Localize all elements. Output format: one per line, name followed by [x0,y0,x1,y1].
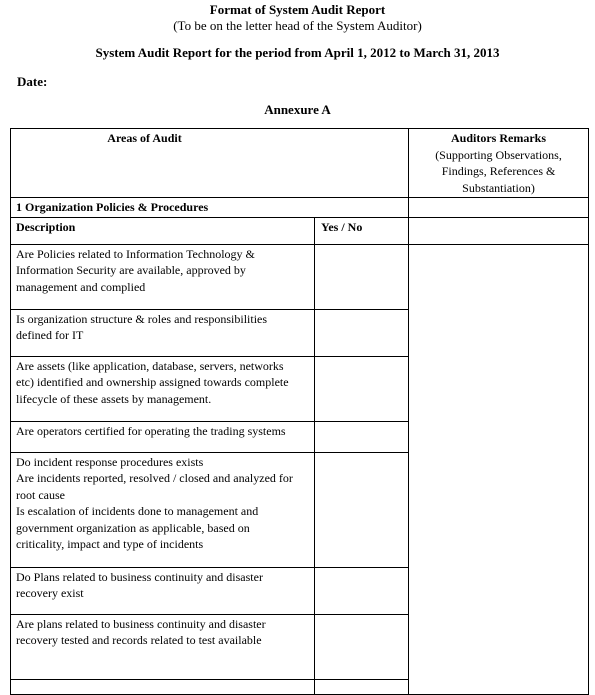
question-description [11,421,315,452]
section-title-row [11,198,589,218]
question-line: Are operators certified for operating the trading systems [16,423,286,438]
remarks-cell [409,198,589,218]
remarks-sub-line: (Supporting Observations, [435,147,562,162]
audit-table [10,128,589,695]
question-line: recovery exist [16,586,84,600]
question-description [11,614,315,679]
question-line: recovery tested and records related to test available [16,633,262,647]
section-title: 1 Organization Policies & Procedures [11,198,409,218]
question-line: etc) identified and ownership assigned towards complete [16,375,289,389]
yes-no-cell[interactable] [315,614,409,679]
question-line: lifecycle of these assets by management. [16,391,212,406]
yes-no-cell[interactable] [315,679,409,694]
question-line: management and complied [16,279,146,294]
question-line: Is organization structure & roles and responsibilities [16,311,268,326]
annexure-heading: Annexure A [264,102,331,117]
table-row [11,244,589,309]
remarks-sub-line: Findings, References & [441,164,556,178]
yes-no-cell[interactable] [315,244,409,309]
remarks-cell [409,217,589,244]
question-line: Do Plans related to business continuity and disaster [16,569,263,584]
question-description [11,452,315,567]
yes-no-cell[interactable] [315,309,409,356]
remarks-title: Auditors Remarks [451,131,547,145]
empty-description-cell [11,679,315,694]
report-period-heading: System Audit Report for the period from April 1, 2012 to March 31, 2013 [95,45,500,60]
question-line: defined for IT [16,328,84,342]
remarks-cell[interactable] [409,244,589,694]
yes-no-cell[interactable] [315,452,409,567]
column-subheader-row [11,217,589,244]
question-line: Information Security are available, approved by [16,263,246,277]
question-description [11,244,315,309]
question-line: criticality, impact and type of incidents [16,537,204,551]
question-line: government organization as applicable, based on [16,520,250,535]
date-label: Date: [17,74,48,89]
areas-of-audit-header: Areas of Audit [11,129,409,198]
description-header: Description [11,217,315,244]
question-line: Is escalation of incidents done to management and [16,504,259,518]
question-line: Do incident response procedures exists [16,454,204,469]
question-description [11,567,315,614]
yes-no-header: Yes / No [315,217,409,244]
table-header-row [11,129,589,198]
report-format-title: Format of System Audit Report [209,2,386,17]
letterhead-note: (To be on the letter head of the System Auditor) [173,18,422,33]
question-line: root cause [16,487,65,502]
yes-no-cell[interactable] [315,567,409,614]
question-description [11,356,315,421]
remarks-sub-line: Substantiation) [462,180,535,195]
yes-no-cell[interactable] [315,421,409,452]
question-line: Are Policies related to Information Technology & [16,246,255,261]
question-line: Are incidents reported, resolved / closed and analyzed for [16,471,293,485]
auditors-remarks-header [409,129,589,198]
yes-no-cell[interactable] [315,356,409,421]
question-line: Are plans related to business continuity and disaster [16,616,266,631]
question-line: Are assets (like application, database, servers, networks [16,358,284,373]
question-description [11,309,315,356]
